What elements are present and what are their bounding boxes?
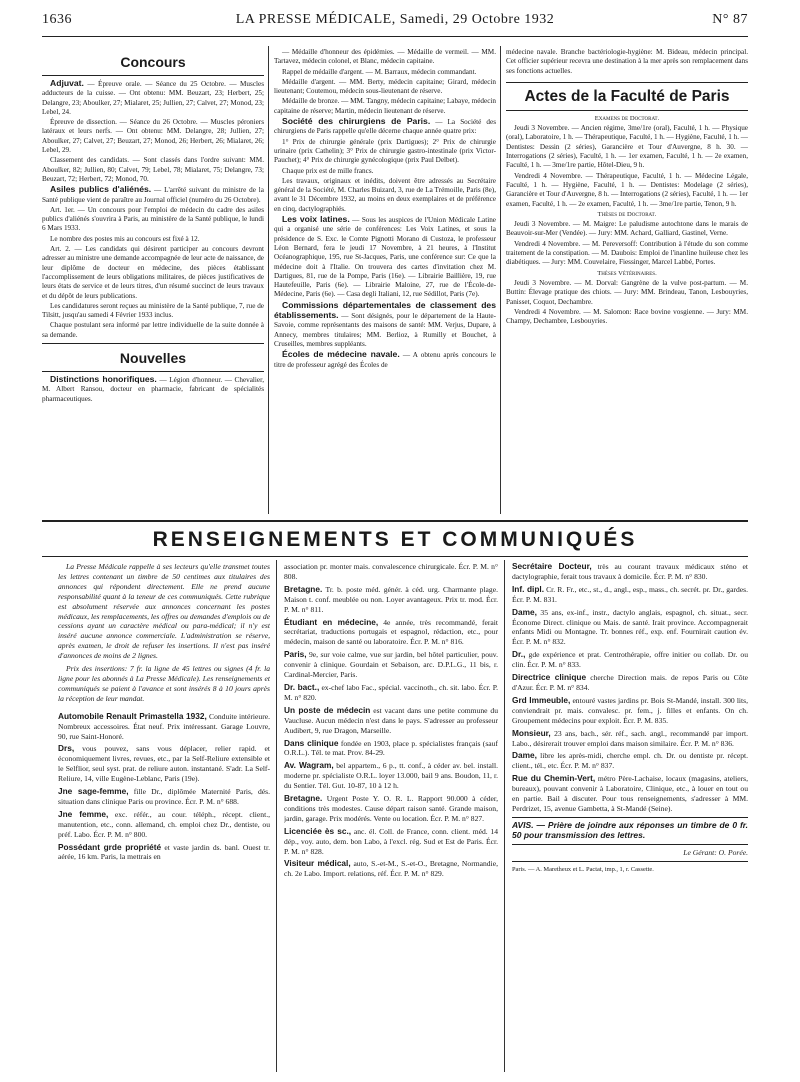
voix-paragraph: Les voix latines. — Sous les auspices de l'Union Médicale Latine qui a organisé une série de conférences: Les Voix Latines, et sous la présidence de S. Exc. le Comte Pignotti Morano di Custoza, le professeur Léon Bernard, fera le jeudi 17 Novembre, à 21 heures, à l'Institut Océanographique, 195, rue St-Jacques, Paris, une conférence sur: Ce que la médecine doit à l'Italie. On trouvera des cartes d'invitation chez M. Dartigues, 81, rue de la Pompe, Paris (16e). — Librairie Baillière, 19, rue Hautefeuille, Paris (6e). — Librairie Maloine, 27, rue de l'École-de-Médecine, Paris (6e). — Casa degli Italiani, 12, rue Sédillot, Paris (7e).: [274, 214, 496, 299]
printer-line: Paris. — A. Maretheux et L. Pactat, imp., 1, r. Cassette.: [512, 865, 654, 873]
classified-ad: Dans clinique fondée en 1903, place p. spécialistes français (sauf O.R.L.). Tél. te mat. Prov. 84-29.: [284, 737, 498, 758]
classified-ad: Rue du Chemin-Vert, métro Père-Lachaise, locaux (magasins, ateliers, bureaux), pouvant convenir à Laboratoire, Clinique, etc., à louer en tout ou en partie. Bail à discuter. Pour tous renseignements, s'adresser à MM. Perdrizet, 15, avenue Gambetta, à St-Mandé (Seine).: [512, 773, 748, 813]
medaille-paragraph: Médaille de bronze. — MM. Tangny, médecin capitaine; Labaye, médecin capitaine de réserve; Martin, médecin lieutenant de réserve.: [274, 97, 496, 115]
divider: [506, 82, 748, 83]
vet-vendredi: Vendredi 4 Novembre. — M. Salomon: Race bovine vosgienne. — Jury: MM. Champy, Dechambre, Lesbouyries.: [506, 307, 748, 326]
renseignements-title: RENSEIGNEMENTS ET COMMUNIQUÉS: [152, 528, 638, 551]
adjuvat-paragraph: Adjuvat. — Épreuve orale. — Séance du 25 Octobre. — Muscles adducteurs de la cuisse. — Ont obtenu: MM. Beuzart, 23; Herbert, 25; Delangre, 23; Aboulker, 27; Mialaret, 25; Jullien, 27; Calvet, 27; Monod, 23; Lebel, 24.: [42, 78, 264, 116]
divider: [42, 75, 264, 76]
classified-ad: Un poste de médecin est vacant dans une petite commune du Vaucluse. Aucun médecin n'est dans le pays. S'adresser au professeur Audibert, 9, rue Dragon, Marseille.: [284, 704, 498, 735]
classified-ad: Dr., gde expérience et prat. Centrothérapie, offre initier ou collab. Dr. ou clin. Écr. P. M. n° 833.: [512, 649, 748, 670]
intro-notice: La Presse Médicale rappelle à ses lecteurs qu'elle transmet toutes les lettres contenant un timbre de 50 centimes aux titulaires des annonces qui répondent directement. Elle ne prend aucune responsabilité quant à la teneur de ces communiqués. Cette rubrique est absolument réservée aux annonces concernant les postes médicaux, les remplacements, les offres ou demandes d'emplois ou de cessions ayant un caractère médical ou para-médical; il n'y est inséré aucune annonce commerciale. L'administration se réserve, après examen, le droit de refuser les insertions. Il n'est pas inséré d'annonces de moins de 2 lignes.: [58, 562, 270, 661]
asiles-art1: Art. 1er. — Un concours pour l'emploi de médecin du cadre des asiles publics d'aliénés s'ouvrira à Paris, au ministère de la Santé publique, le lundi 6 Mars 1933.: [42, 205, 264, 233]
section-banner: [42, 520, 748, 557]
asiles-candidatures: Les candidatures seront reçues au ministère de la Santé publique, 7, rue de Tilsitt, jusqu'au samedi 4 Février 1933 inclus.: [42, 301, 264, 320]
gerant-signature: Le Gérant: O. Porée.: [683, 847, 748, 857]
divider: [512, 861, 748, 862]
theses-jeudi: Jeudi 3 Novembre. — M. Maigre: Le paludisme autochtone dans le marais de Beauvoir-sur-Mer (Vendée). — Jury: MM. Achard, Galliard, Gastinel, Verne.: [506, 220, 748, 238]
classified-ad: Étudiant en médecine, 4e année, très recommandé, ferait secrétariat, traductions portugais et espagnol, rédaction, etc., pour médecin, maison de santé ou laboratoire. Écr. P. M. n° 816.: [284, 616, 498, 647]
exam-jeudi: Jeudi 3 Novembre. — Ancien régime, 3me/1re (oral), Faculté, 1 h. — Physique (oral), Laboratoire, 1 h. — Thérapeutique, Faculté, 1 h. — Hygiène, Faculté, 1 h. — Dentistes: Dessin (2 séries), Garancière et Tour d'Auvergne, 8 h. 30. — Interrogations (2 séries), Faculté, 1 h. — 1er examen, Faculté, 1 h. — 2e examen, Faculté, 1 h. — 3me/1re partie, Hôtel-Dieu, 9 h.: [506, 124, 748, 170]
column-divider: [276, 560, 277, 1072]
page-number: 1636: [42, 12, 72, 27]
classified-ad: Possédant grde propriété et vaste jardin ds. banl. Ouest tr. aérée, 16 km. Paris, la mettrais en: [58, 841, 270, 862]
classified-ad: Secrétaire Docteur, très au courant travaux médicaux sténo et dactylographie, ferait tous travaux à domicile. Écr. P. M. n° 830.: [512, 562, 748, 581]
theses-heading: Thèses de Doctorat.: [597, 210, 657, 218]
exam-vendredi: Vendredi 4 Novembre. — Thérapeutique, Faculté, 1 h. — Médecine Légale, Faculté, 1 h. — Hygiène, Faculté, 1 h. — Dentistes: Modelage (2 séries), Garancière et Tour d'Auvergne, 8 h. — Interrogations (2 séries), Faculté, 1 h. — 1er examen, Faculté, 1 h. — 2e examen, Faculté, 1 h. — 3me/1re partie, Tenon, 9 h.: [506, 171, 748, 208]
prix-notice: Prix des insertions: 7 fr. la ligne de 45 lettres ou signes (4 fr. la ligne pour les abonnés à La Presse Médicale). Les renseignements et communiqués se paient à l'avance et sont insérés 8 à 10 jours après la réception de leur mandat.: [58, 664, 270, 703]
asiles-postulant: Chaque postulant sera informé par lettre individuelle de la suite donnée à sa demande.: [42, 321, 264, 339]
medaille-paragraph: Médaille d'argent. — MM. Berty, médecin capitaine; Girard, médecin lieutenant; Coutemou, médecin sous-lieutenant de réserve.: [274, 77, 496, 96]
ecoles-continuation: médecine navale. Branche bactériologie-hygiène: M. Bideau, médecin principal. Cet officier supérieur recevra une destination à la mer après son remplacement dans ses fonctions actuelles.: [506, 48, 748, 75]
classified-ad: Licenciée ès sc., anc. él. Coll. de France, conn. client. méd. 14 dép., voy. auto, dem. bon Labo, à l'excl. rég. Sud et Est de Paris. Écr. P. M. n° 828.: [284, 825, 498, 856]
chirurgiens-paragraph: Société des chirurgiens de Paris. — La Société des chirurgiens de Paris rappelle qu'elle décerne chaque année quatre prix:: [274, 116, 496, 136]
column-divider: [504, 560, 505, 1072]
divider: [42, 343, 264, 344]
classified-ad: Dr. bact., ex-chef labo Fac., spécial. vaccinoth., ch. sit. labo. Écr. P. M. n° 820.: [284, 681, 498, 702]
column-3: [506, 48, 748, 512]
divider: [42, 520, 748, 522]
chirurgiens-travaux: Les travaux, originaux et inédits, doivent être adressés au Secrétaire général de la Société, M. Charles Buizard, 3, rue de La Trémoille, Paris (8e), avant le 31 Décembre 1932, au moins en deux exemplaires et de préférence en cinq, dactylographiés.: [274, 176, 496, 213]
divider: [42, 371, 264, 372]
column-divider: [500, 46, 501, 514]
actes-title: Actes de la Faculté de Paris: [524, 87, 730, 105]
chirurgiens-prix: 1° Prix de chirurgie générale (prix Dartigues); 2° Prix de chirurgie urinaire (prix Cathelin); 3° Prix de chirurgie gastro-intestinale (prix Victor-Pauchet); 4° Prix de chirurgie gynécologique (prix Paul Delbet).: [274, 137, 496, 165]
classified-ad: Monsieur, 23 ans, bach., sér. réf., sach. angl., recommandé par import. Labo., désirerait trouver emploi dans maison similaire. Écr. P. M. n° 836.: [512, 727, 748, 748]
classified-ad: Paris, 9e, sur voie calme, vue sur jardin, bel hôtel particulier, pouv. convenir à clinique. Gourdain et Sebaison, arc. D.P.L.G., 11 bis, r. Cardinal-Mercier, Paris.: [284, 649, 498, 680]
classified-ad: Inf. dipl. Cr. R. Fr., etc., st., d., angl., esp., mass., ch. secrét. pr. Dr., gardes. Écr. P. M. 831.: [512, 583, 748, 604]
divider: [42, 556, 748, 557]
ecoles-paragraph: Écoles de médecine navale. — A obtenu après concours le titre de professeur agrégé des Écoles de: [274, 349, 496, 369]
asiles-art2: Art. 2. — Les candidats qui désirent participer au concours devront adresser au ministre une demande accompagnée de leur acte de naissance, de leur diplôme de docteur en médecine, des pièces établissant l'accomplissement de leurs obligations militaires, de pièces justificatives de leurs états de service et de leurs titres, d'un résumé succinct de leurs travaux et du dépôt de leurs publications.: [42, 245, 264, 300]
distinctions-paragraph: Distinctions honorifiques. — Légion d'honneur. — Chevalier, M. Albert Ransou, docteur en pharmacie, fabricant de spécialités pharmaceutiques.: [42, 374, 264, 403]
page-header: [42, 12, 748, 34]
classified-ad: Grd Immeuble, entouré vastes jardins pr. Bois St-Mandé, install. 300 lits, conviendrait pr. mais. convalesc. pr. fem., j. filles et enfants. On ch. Groupement médecins pour exploit. Écr. P. M. 835.: [512, 694, 748, 725]
classified-ad: Jne femme, exc. référ., au cour. téléph., récept. client., manutention, etc., conn. allemand, ch. emploi chez Dr., dentiste, ou préf. Labo. Écr. P. M. n° 800.: [58, 808, 270, 839]
classified-ad-continuation: association pr. monter mais. convalescence chirurgicale. Écr. P. M. n° 808.: [284, 562, 498, 581]
classified-ad: Directrice clinique cherche Direction mais. de repos Paris ou Côte d'Azur. Écr. P. M. n° 834.: [512, 672, 748, 692]
classifieds-column-1: [58, 562, 270, 1072]
chirurgiens-montant: Chaque prix est de mille francs.: [282, 166, 374, 175]
classified-ad: Dame, libre les après-midi, cherche empl. ch. Dr. ou dentiste pr. récept. client., tél., etc. Écr. P. M. n° 837.: [512, 750, 748, 771]
issue-number: N° 87: [712, 12, 748, 27]
examens-heading: Examens de Doctorat.: [594, 114, 660, 122]
divider: [512, 844, 748, 845]
commissions-paragraph: Commissions départementales de classement des établissements. — Sont désignés, pour le département de la Haute-Savoie, comme représentants des maisons de santé: MM. Verjus, Dupare, à Annecy, membres titulaires; MM. Berlioz, à Rumilly et Bouchet, à Cruseilles, membres suppléants.: [274, 299, 496, 348]
column-divider: [268, 46, 269, 514]
classifieds-column-3: [512, 562, 748, 1072]
avis-notice: AVIS. — Prière de joindre aux réponses un timbre de 0 fr. 50 pour transmission des lettres.: [512, 819, 748, 840]
classifieds-column-2: [284, 562, 498, 1072]
classified-ad: Automobile Renault Primastella 1932, Conduite intérieure. Nombreux accessoires. État neuf. Prix intéressant. Garage Louvre, 90, rue Saint-Honoré.: [58, 710, 270, 741]
column-2: [274, 48, 496, 512]
asiles-paragraph: Asiles publics d'aliénés. — L'arrêté suivant du ministre de la Santé publique vient de paraître au Journal officiel (numéro du 26 Octobre).: [42, 184, 264, 204]
dissection-paragraph: Épreuve de dissection. — Séance du 26 Octobre. — Muscles péroniers latéraux et leurs nerfs. — Ont obtenu: MM. Delangre, 28; Jullien, 27; Aboulker, 27; Calvet, 27; Beuzart, 27; Monod, 26; Herbert, 26; Mialaret, 26; Lebel, 29.: [42, 118, 264, 155]
asiles-postes: Le nombre des postes mis au concours est fixé à 12.: [50, 234, 200, 243]
classified-ad: Bretagne. Urgent Poste Y. O. R. L. Rapport 90.000 à céder, conditions très modestes. Cause départ raison santé. Grande maison, jardin, garage. Prix modérés. Vente ou location. Écr. P. M. n° 827.: [284, 793, 498, 823]
medaille-paragraph: — Médaille d'honneur des épidémies. — Médaille de vermeil. — MM. Tartavez, médecin colonel, et Blanc, médecin capitaine.: [274, 48, 496, 66]
classified-ad: Bretagne. Tr. b. poste méd. génér. à céd. urg. Charmante plage. Maison t. conf. meublée ou non. Loyer avantageux. Prix tr. mod. Écr. P. M. n° 811.: [284, 583, 498, 614]
classified-ad: Jne sage-femme, fille Dr., diplômée Maternité Paris, dés. situation dans clinique Paris ou province. Écr. P. M. n° 688.: [58, 786, 270, 806]
divider: [506, 110, 748, 111]
classified-ad: Dame, 35 ans, ex-inf., instr., dactylo anglais, espagnol, ch. situat., secr. Économe Direct. clinique ou Mais. de santé. Irait province. Accompagnerait enfants Midi ou Montagne. Tr. bonnes réf., exp. enf. Fournirait caution év. Écr. P. M. n° 832.: [512, 606, 748, 647]
header-rule: [42, 36, 748, 37]
classified-ad: Visiteur médical, auto, S.-et-M., S.-et-O., Bretagne, Normandie, ch. 2e Labo. Import. relations, réf. Écr. P. M. n° 829.: [284, 858, 498, 879]
classified-ad: Drs, vous pouvez, sans vous déplacer, relier rapid. et économiquement livres, revues, etc., par la Self-Reliure extensible et le Selflior, seul syst. prat. de reliure auton. instantané. S'adr. La Self-Reliure, 14, ville Eugène-Leblanc, Paris (19e).: [58, 743, 270, 784]
classified-ad: Av. Wagram, bel appartem., 6 p., tt. conf., à céder av. bel. install. moderne pr. spécialiste O.R.L. loyer 13.000, bail 9 ans. Boudon, 11, r. du Sentier. Tél. Gut. 10-87, 10 à 12 h.: [284, 760, 498, 791]
nouvelles-title: Nouvelles: [119, 350, 187, 367]
journal-title: LA PRESSE MÉDICALE, Samedi, 29 Octobre 1932: [235, 12, 555, 27]
classement-paragraph: Classement des candidats. — Sont classés dans l'ordre suivant: MM. Aboulker, 82; Jullien, 80; Calvet, 79; Lebel, 78; Mialaret, 75; Delangre, 73; Beuzart, 72; Herbert, 72; Monod, 70.: [42, 156, 264, 183]
vet-jeudi: Jeudi 3 Novembre. — M. Dorval: Gangrène de la vulve post-partum. — M. Buttin: Élevage pratique des chiots. — Jury: MM. Brindeau, Tanon, Lesbouyries, Panisset, Coquot, Dechambre.: [506, 278, 748, 306]
medaille-paragraph: Rappel de médaille d'argent. — M. Barraux, médecin commandant.: [282, 67, 477, 76]
divider: [512, 817, 748, 818]
vet-heading: Thèses Vétérinaires.: [597, 269, 657, 277]
column-1: [42, 48, 264, 512]
concours-title: Concours: [120, 54, 186, 70]
theses-vendredi: Vendredi 4 Novembre. — M. Pereversoff: Contribution à l'étude du son comme traitement de la constipation. — M. Daubois: Emploi de l'inanline huileuse chez les diabétiques. — Jury: MM. Couvelaire, Fiessinger, Marcel Labbé, Portes.: [506, 239, 748, 267]
